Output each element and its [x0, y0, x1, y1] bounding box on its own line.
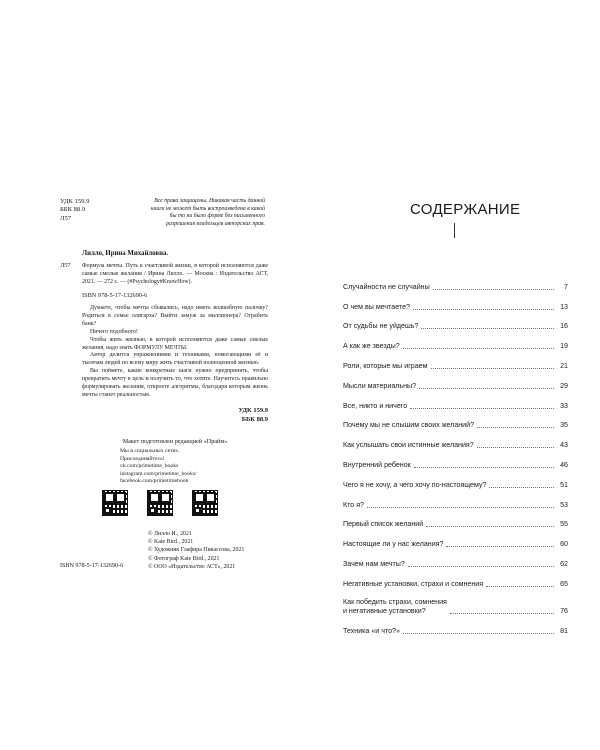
- toc-entry[interactable]: [343, 292, 568, 312]
- dot-leader: [414, 467, 554, 468]
- qr-code-icon: [102, 490, 128, 516]
- dot-leader: [477, 427, 554, 428]
- toc-entry-title: Кто я?: [343, 500, 365, 509]
- dot-leader: [477, 447, 554, 448]
- social-link-instagram: instagram.com/primetime_books/: [120, 470, 197, 477]
- contents-title: СОДЕРЖАНИЕ: [410, 201, 521, 218]
- toc-entry-page: 7: [564, 282, 568, 291]
- toc-entry[interactable]: [343, 569, 568, 589]
- copyright-line: © Лилло И., 2021: [148, 531, 192, 537]
- toc-entry-title: Случайности не случайны: [343, 282, 430, 291]
- editorial-credit: Макет подготовлен редакцией «Прайм»: [122, 438, 228, 445]
- toc-entry-page: 16: [560, 322, 568, 331]
- rights-notice: Все права защищены. Никакая часть данной книги не может быть воспроизведена в какой бы то ни было форме без письменного разрешения владельцев авторских прав.: [150, 198, 265, 227]
- bibliographic-record: Формула мечты. Путь к счастливой жизни, в которой исполняются даже самые смелые желания / Ирина Лилло. — Москва : Издательство АСТ, 2021. — 272 с. — (#Psychology#KnowHow).: [82, 263, 268, 286]
- toc-entry-title: Роли, которые мы играем: [343, 361, 428, 370]
- toc-entry-page: 43: [560, 441, 568, 450]
- toc-entry[interactable]: [343, 616, 568, 636]
- toc-entry-page: 19: [560, 342, 568, 351]
- author-code: Л57: [60, 262, 71, 269]
- dot-leader: [431, 368, 554, 369]
- copyright-line: © Фотограф Kate Bird., 2021: [148, 555, 220, 562]
- annotation-paragraph: Думаете, чтобы мечты сбывались, надо иметь волшебную палочку? Родиться в семье олигарха? Выйти замуж за миллионера? Ограбить банк?: [82, 305, 268, 327]
- title-rule: [454, 223, 455, 238]
- toc-entry[interactable]: [343, 549, 568, 569]
- dot-leader: [486, 586, 554, 587]
- toc-entry[interactable]: [343, 312, 568, 332]
- copyright-block: [148, 530, 244, 571]
- toc-entry-page: 65: [560, 579, 568, 588]
- udk-summary: [220, 407, 268, 424]
- dot-leader: [367, 507, 554, 508]
- dot-leader: [403, 633, 554, 634]
- toc-entry-page: 53: [560, 500, 568, 509]
- toc-entry-page: 29: [560, 381, 568, 390]
- toc-entry-title: О чем вы мечтаете?: [343, 302, 410, 311]
- toc-entry-page: 13: [560, 302, 568, 311]
- qr-code-icon: [192, 490, 218, 516]
- dot-leader: [489, 487, 554, 488]
- bbk-line: ББК 88.9: [60, 206, 86, 214]
- dot-leader: [450, 613, 554, 614]
- toc-entry-title: Чего я не хочу, а чего хочу по-настоящему?: [343, 480, 487, 489]
- dot-leader: [410, 408, 554, 409]
- toc-entry-page: 21: [560, 361, 568, 370]
- toc-entry-title: Как победить страхи, сомнения и негативные установки?: [343, 597, 447, 615]
- isbn-record: ISBN 978-5-17-132690-6: [82, 292, 148, 299]
- toc-entry-title: От судьбы не уйдешь?: [343, 322, 419, 331]
- dot-leader: [426, 526, 554, 527]
- dot-leader: [446, 546, 554, 547]
- udk-line: УДК 159.9: [60, 198, 90, 205]
- social-cta: Присоединяйтесь!: [120, 455, 165, 462]
- toc-entry-title: Как услышать свои истинные желания?: [343, 441, 474, 450]
- toc-entry[interactable]: [343, 391, 568, 411]
- toc-entry-title: А как же звезды?: [343, 342, 400, 351]
- dot-leader: [421, 328, 554, 329]
- qr-code-icon: [147, 490, 173, 516]
- toc-entry[interactable]: [343, 331, 568, 351]
- social-links: [120, 448, 197, 486]
- toc-entry-title: Первый список желаний: [343, 520, 424, 529]
- toc-entry[interactable]: [343, 450, 568, 470]
- toc-entry-page: 62: [560, 559, 568, 568]
- author-heading: Лилло, Ирина Михайловна.: [82, 250, 169, 257]
- toc-entry[interactable]: [343, 351, 568, 371]
- contents-page: [300, 0, 600, 750]
- toc-entry[interactable]: [343, 529, 568, 549]
- toc-entry-page: 35: [560, 421, 568, 430]
- udk-block: [60, 198, 89, 223]
- toc-entry[interactable]: [343, 430, 568, 450]
- social-intro: Мы в социальных сетях.: [120, 448, 180, 454]
- copyright-line: © Художник Глафира Пикассова, 2021: [148, 547, 245, 554]
- toc-entry[interactable]: [343, 510, 568, 530]
- toc-entry-title: Все, никто и ничего: [343, 401, 408, 410]
- toc-entry-title: Настоящие ли у нас желания?: [343, 540, 444, 549]
- social-link-facebook: facebook.com/primetimebook: [120, 478, 189, 485]
- toc-entry[interactable]: [343, 411, 568, 431]
- toc-entry-page: 76: [560, 606, 568, 615]
- toc-entry[interactable]: [343, 272, 568, 292]
- toc-entry-title: Техника «и что?»: [343, 626, 400, 635]
- toc-list: [343, 272, 568, 636]
- copyright-line: © ООО «Издательство АСТ», 2021: [148, 563, 236, 570]
- annotation-paragraph: Чтобы жить жизнью, в которой исполняются даже самые смелые желания, надо знать ФОРМУЛУ МЕЧТЫ.: [82, 336, 268, 351]
- social-link-vk: vk.com/primetime_books: [120, 463, 179, 470]
- bbk-line: ББК 88.9: [241, 415, 268, 423]
- author-code-line: Л57: [60, 214, 72, 222]
- annotation: [82, 305, 268, 400]
- dot-leader: [403, 348, 554, 349]
- isbn-footer: ISBN 978-5-17-132690-6: [60, 563, 124, 569]
- annotation-paragraph: Автор делится упражнениями и техниками, помогающими её и тысячам людей по всему миру жить счастливой полноценной жизнью.: [82, 352, 268, 367]
- toc-entry-page: 81: [560, 626, 568, 635]
- toc-entry-title: Негативные установки, страхи и сомнения: [343, 579, 484, 588]
- annotation-paragraph: Вы поймете, какие конкретные шаги нужно предпринять, чтобы превратить мечту в цель и получить то, что хотите. Научитесь правильно формулировать желания, откроете алгоритмы, благодаря которым жизнь мечты станет реальностью.: [82, 368, 268, 398]
- toc-entry[interactable]: [343, 371, 568, 391]
- toc-entry-page: 55: [560, 520, 568, 529]
- toc-entry-title: Внутренний ребенок: [343, 460, 411, 469]
- toc-entry-title: Зачем нам мечты?: [343, 559, 405, 568]
- dot-leader: [419, 388, 554, 389]
- toc-entry-page: 51: [560, 480, 568, 489]
- toc-entry-page: 33: [560, 401, 568, 410]
- toc-entry-title: Почему мы не слышим своих желаний?: [343, 421, 475, 430]
- toc-entry[interactable]: [343, 470, 568, 490]
- annotation-paragraph: Ничего подобного!: [90, 328, 138, 335]
- toc-entry-title: Мысли материальны?: [343, 381, 417, 390]
- toc-entry[interactable]: [343, 490, 568, 510]
- toc-entry[interactable]: [343, 589, 568, 616]
- toc-entry-page: 60: [560, 540, 568, 549]
- dot-leader: [413, 309, 554, 310]
- dot-leader: [408, 566, 554, 567]
- copyright-line: © Kate Bird., 2021: [148, 539, 194, 546]
- dot-leader: [433, 289, 554, 290]
- toc-entry-page: 46: [560, 460, 568, 469]
- udk-line: УДК 159.9: [238, 407, 268, 414]
- qr-codes: [102, 490, 218, 516]
